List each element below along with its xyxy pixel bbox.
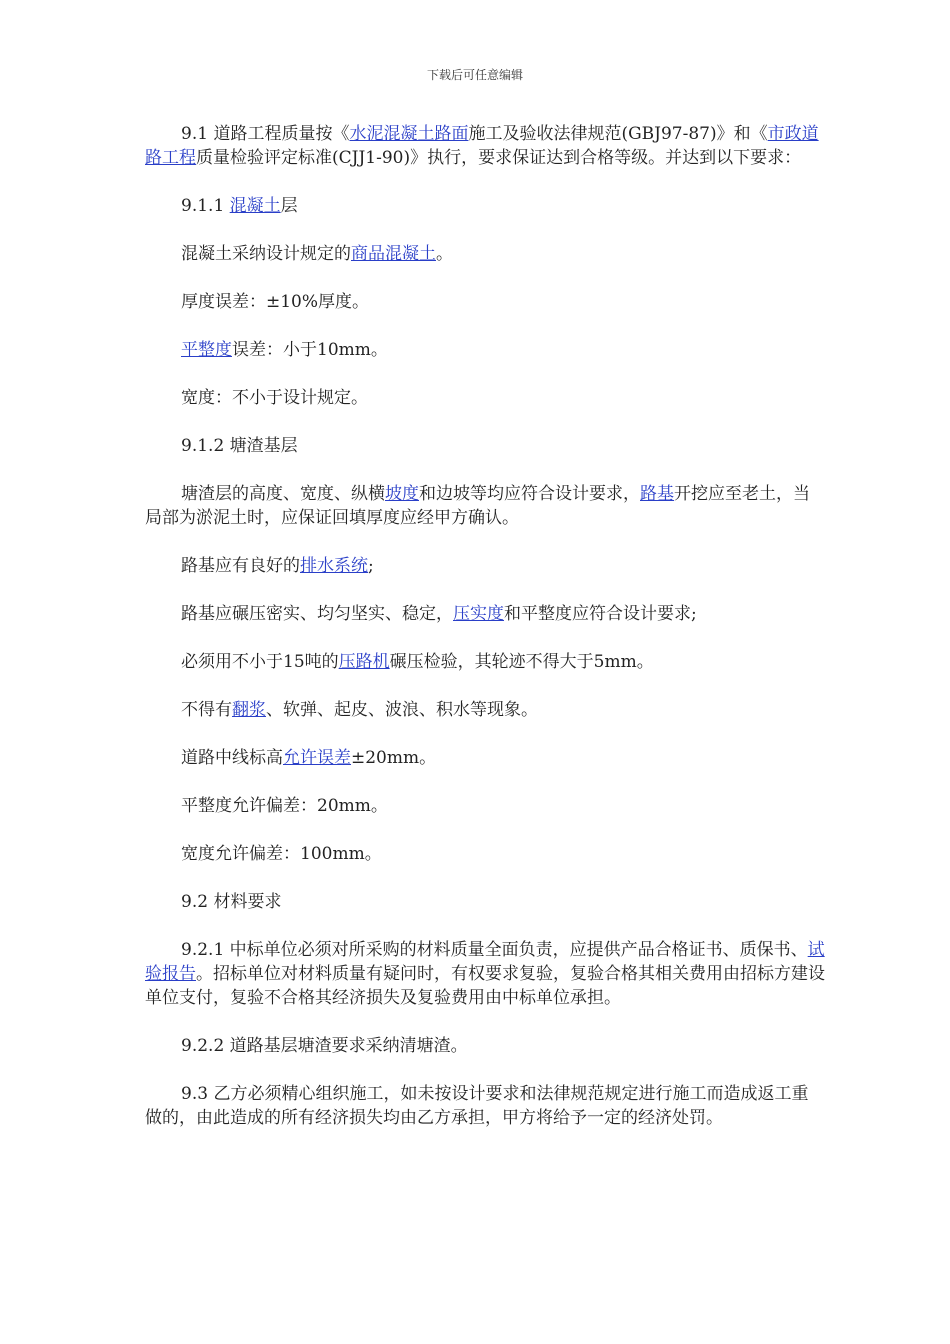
paragraph-text: 开挖应至老土，当局部为淤泥土时，应保证回填厚度应经甲方确认。	[145, 484, 810, 528]
document-body	[145, 122, 825, 1154]
paragraph-text: 不得有	[181, 700, 232, 720]
paragraph-text: 9.1.2 塘渣基层	[181, 436, 298, 456]
term-link[interactable]: 翻浆	[232, 700, 266, 720]
paragraph-text: 9.2.2 道路基层塘渣要求采纳清塘渣。	[181, 1036, 468, 1056]
term-link[interactable]: 试验报告	[145, 940, 825, 984]
term-link[interactable]: 压实度	[453, 604, 504, 624]
page-header: 下载后可任意编辑	[426, 68, 523, 82]
term-link[interactable]: 压路机	[338, 652, 390, 672]
paragraph	[145, 890, 825, 914]
paragraph	[145, 650, 825, 674]
term-link[interactable]: 市政道路工程	[145, 124, 819, 168]
paragraph	[145, 794, 825, 818]
term-link[interactable]: 坡度	[385, 484, 419, 504]
paragraph-text: 质量检验评定标准(CJJ1-90)》执行，要求保证达到合格等级。并达到以下要求：	[196, 148, 802, 168]
paragraph-text: 施工及验收法律规范(GBJ97-87)》和《	[468, 124, 768, 144]
paragraph	[145, 602, 825, 626]
term-link[interactable]: 平整度	[181, 340, 232, 360]
paragraph	[145, 698, 825, 722]
paragraph	[145, 482, 825, 530]
paragraph	[145, 1082, 825, 1130]
paragraph-text: 塘渣层的高度、宽度、纵横	[181, 484, 385, 504]
paragraph	[145, 842, 825, 866]
paragraph	[145, 554, 825, 578]
paragraph-text: 、软弹、起皮、波浪、积水等现象。	[266, 700, 538, 720]
paragraph	[145, 938, 825, 1010]
paragraph	[145, 338, 825, 362]
term-link[interactable]: 路基	[640, 484, 674, 504]
paragraph-text: 和平整度应符合设计要求;	[504, 604, 697, 624]
paragraph-text: 9.1.1	[181, 196, 230, 216]
paragraph	[145, 290, 825, 314]
paragraph-text: 9.3 乙方必须精心组织施工，如未按设计要求和法律规范规定进行施工而造成返工重做的，由此造成的所有经济损失均由乙方承担，甲方将给予一定的经济处罚。	[145, 1084, 809, 1128]
paragraph-text: 。招标单位对材料质量有疑问时，有权要求复验，复验合格其相关费用由招标方建设单位支付，复验不合格其经济损失及复验费用由中标单位承担。	[145, 964, 825, 1008]
paragraph-text: 必须用不小于15吨的	[181, 652, 339, 672]
paragraph	[145, 386, 825, 410]
paragraph	[145, 122, 825, 170]
paragraph-text: 9.2 材料要求	[181, 892, 282, 912]
term-link[interactable]: 水泥混凝土路面	[349, 124, 469, 144]
paragraph	[145, 746, 825, 770]
paragraph-text: 碾压检验，其轮迹不得大于5mm。	[389, 652, 654, 672]
paragraph	[145, 434, 825, 458]
paragraph-text: 9.1 道路工程质量按《	[181, 124, 350, 144]
paragraph-text: 和边坡等均应符合设计要求，	[419, 484, 640, 504]
paragraph-text: 误差：小于10mm。	[232, 340, 388, 360]
paragraph-text: ;	[368, 556, 374, 576]
paragraph	[145, 242, 825, 266]
paragraph-text: 厚度误差：±10%厚度。	[181, 292, 370, 312]
paragraph-text: 宽度允许偏差：100mm。	[181, 844, 382, 864]
paragraph	[145, 194, 825, 218]
term-link[interactable]: 商品混凝土	[351, 244, 436, 264]
paragraph-text: 。	[436, 244, 453, 264]
paragraph-text: 路基应有良好的	[181, 556, 300, 576]
paragraph-text: 9.2.1 中标单位必须对所采购的材料质量全面负责，应提供产品合格证书、质保书、	[181, 940, 808, 960]
paragraph-text: 混凝土采纳设计规定的	[181, 244, 351, 264]
term-link[interactable]: 混凝土	[229, 196, 281, 216]
paragraph-text: 路基应碾压密实、均匀坚实、稳定，	[181, 604, 453, 624]
paragraph-text: ±20mm。	[351, 748, 437, 768]
term-link[interactable]: 排水系统	[300, 556, 368, 576]
paragraph-text: 道路中线标高	[181, 748, 283, 768]
paragraph-text: 宽度：不小于设计规定。	[181, 388, 368, 408]
paragraph-text: 层	[280, 196, 298, 216]
paragraph	[145, 1034, 825, 1058]
paragraph-text: 平整度允许偏差：20mm。	[181, 796, 388, 816]
term-link[interactable]: 允许误差	[283, 748, 351, 768]
